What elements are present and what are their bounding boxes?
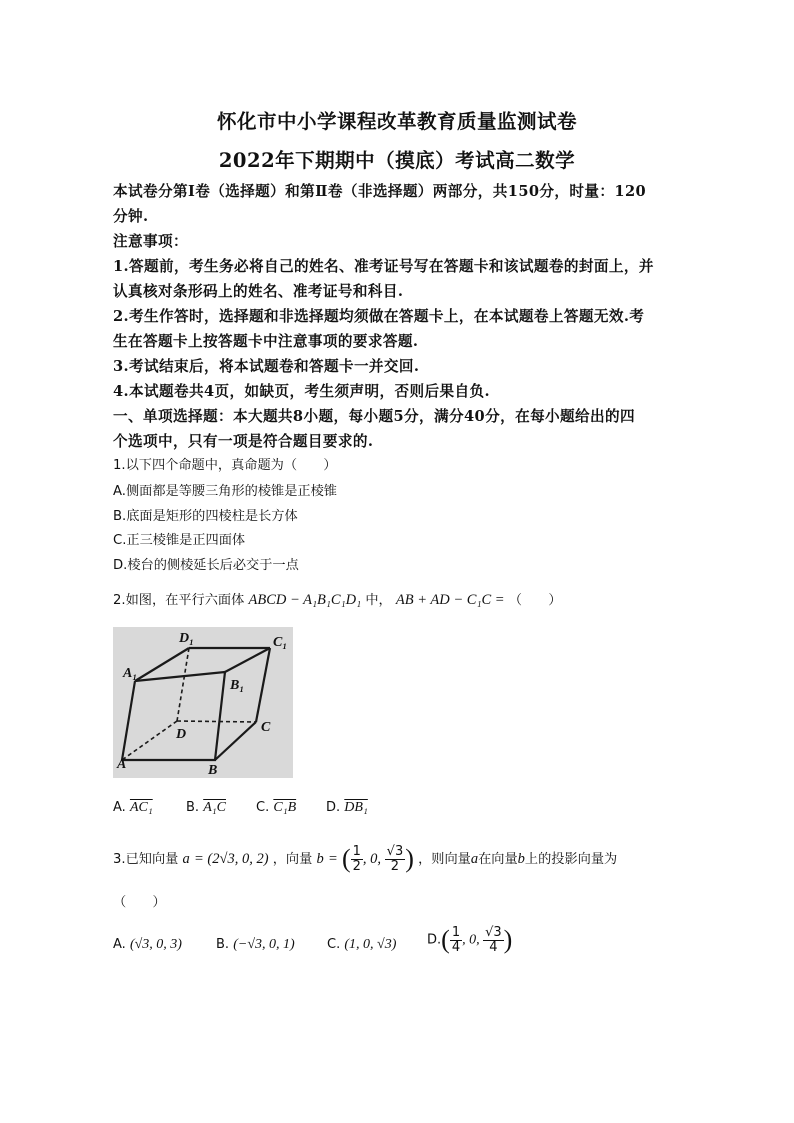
note-2-line-2: 生在答题卡上按答题卡中注意事项的要求答题. [113,333,419,350]
q1-option-c: C.正三棱锥是正四面体 [113,533,246,548]
q3-b-frac-1-den: 2 [352,858,361,874]
q3-option-d-frac-1-num: 1 [451,924,461,940]
q3-stem [113,842,617,877]
q3-vector-a: a [182,851,190,867]
note-4: 4.本试题卷共4页，如缺页，考生须声明，否则后果自负. [113,383,490,400]
note-2-line-1: 2.考生作答时，选择题和非选择题均须做在答题卡上，在本试题卷上答题无效.考 [113,308,645,325]
q2-option-d-label: D. [326,800,341,815]
q2-option-d-value: DB₁ [344,800,368,815]
label-d: D [176,727,187,742]
q2-option-b-value: A₁C [203,800,226,815]
q3-vector-b: b [316,851,324,867]
label-a: A [117,757,127,772]
q3-option-d-frac-2-num: √3 [485,924,502,940]
q2-option-a-label: A. [113,800,126,815]
q3-b-frac-1-num: 1 [352,843,361,859]
section-1-line-2: 个选项中，只有一项是符合题目要求的. [113,433,374,450]
exam-subtitle: 2022年下期期中（摸底）考试高二数学 [218,149,576,172]
q3-option-d-left-paren: ( [441,925,450,954]
q2-option-c [256,800,296,816]
q2-vector-expression: AB + AD − C₁C = [395,592,505,608]
q3-stem-a: 3.已知向量 [113,852,179,867]
q1-option-a: A.侧面都是等腰三角形的棱锥是正棱锥 [113,484,337,499]
q2-option-d [326,800,368,816]
q3-stem-tail-3: 上的投影向量为 [524,852,618,867]
label-b: B [208,763,218,778]
q1-stem: 1.以下四个命题中，真命题为（ ） [113,458,337,473]
q3-option-c-value: (1, 0, √3) [344,937,397,952]
q2-option-b [186,800,226,816]
label-c1: C₁ [273,635,288,650]
q3-option-c-label: C. [327,937,341,952]
q3-b-mid: , 0, [362,851,385,867]
q2-option-b-label: B. [186,800,200,815]
intro-line-2: 分钟. [113,208,149,225]
q3-option-d-frac-1-den: 4 [451,939,461,955]
q2-option-c-value: C₁B [273,800,297,815]
q3-stem-tail-2: 在向量 [478,852,518,867]
note-1-line-1: 1.答题前，考生务必将自己的姓名、准考证号写在答题卡和该试题卷的封面上，并 [113,258,654,275]
q3-option-d-frac-2-den: 4 [489,939,498,955]
q3-left-paren: ( [341,844,351,873]
q2-stem-prefix: 2.如图，在平行六面体 [113,593,245,608]
q3-option-d-label: D. [427,932,442,948]
label-d1: D₁ [179,631,194,646]
note-3: 3.考试结束后，将本试题卷和答题卡一并交回. [113,358,420,375]
q2-option-a [113,800,153,816]
q1-option-d: D.棱台的侧棱延长后必交于一点 [113,558,299,573]
label-b1: B₁ [230,678,245,693]
q3-option-b-value: (−√3, 0, 1) [233,937,295,952]
q3-blank: （ ） [113,895,166,910]
label-a1: A₁ [123,666,138,681]
q3-b-frac-2 [385,845,406,874]
q2-stem-suffix: （ ） [508,593,562,608]
q2-stem-mid: 中， [365,593,392,608]
note-1-line-2: 认真核对条形码上的姓名、准考证号和科目. [113,283,404,300]
intro-line-1: 本试卷分第Ⅰ卷（选择题）和第Ⅱ卷（非选择题）两部分，共150分，时量：120 [113,183,647,200]
label-c: C [261,720,271,735]
q3-option-d [427,925,512,955]
parallelepiped-svg [113,627,293,778]
q3-b-frac-2-den: 2 [390,858,400,874]
section-1-line-1: 一、单项选择题：本大题共8小题，每小题5分，满分40分，在每小题给出的四 [113,408,636,425]
q3-vector-a-value: = (2√3, 0, 2) [194,851,269,867]
q3-option-d-right-paren: ) [503,925,513,954]
q3-stem-b: ，向量 [272,852,313,867]
q3-option-c [327,937,396,953]
q3-option-a-label: A. [113,937,126,952]
q3-b-frac-1 [351,845,363,874]
q3-option-d-mid: , 0, [462,932,484,948]
q3-option-b [216,937,295,953]
q3-stem-tail-1: ，则向量 [418,852,471,867]
q1-option-b: B.底面是矩形的四棱柱是长方体 [113,509,298,524]
exam-title: 怀化市中小学课程改革教育质量监测试卷 [216,110,577,133]
q3-option-a-value: (√3, 0, 3) [129,937,182,952]
q3-option-d-frac-2 [483,926,504,955]
notes-heading: 注意事项： [113,233,188,250]
q3-option-b-label: B. [216,937,230,952]
q3-equals: = [327,851,338,867]
q2-stem [113,590,562,611]
q3-option-a [113,937,182,953]
q2-solid: ABCD − A₁B₁C₁D₁ [248,592,362,608]
q3-right-paren: ) [405,844,414,873]
q3-vector-a2: a [470,851,479,867]
q3-vector-b2: b [517,851,525,867]
q3-option-d-frac-1 [450,926,462,955]
parallelepiped-figure [113,627,293,778]
q3-b-frac-2-num: √3 [386,843,404,859]
q2-option-a-value: AC₁ [129,800,153,815]
q2-option-c-label: C. [256,800,270,815]
